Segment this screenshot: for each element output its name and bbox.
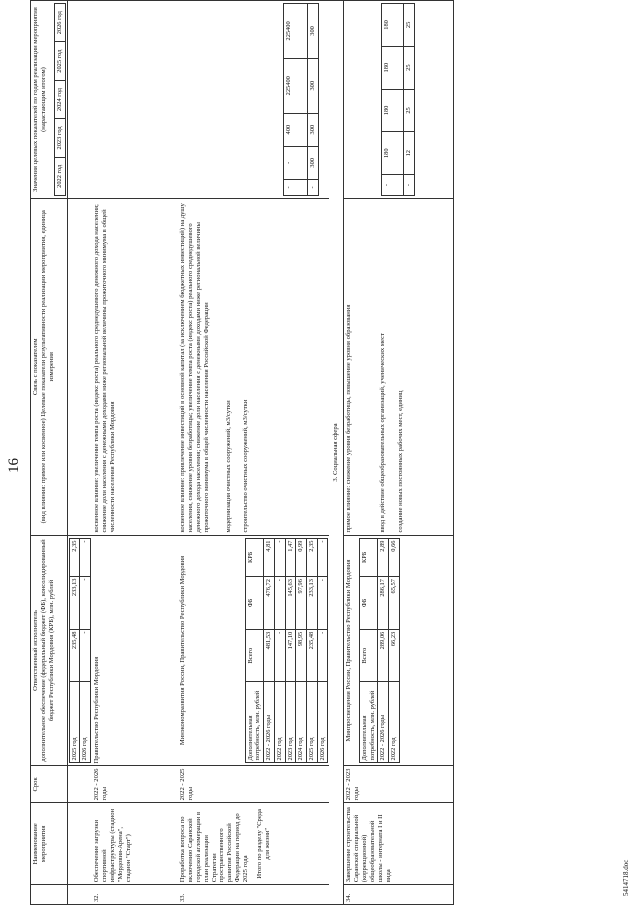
- row-values: [178, 1, 329, 199]
- table-row-33: [178, 1, 329, 905]
- row-number: 33.: [178, 885, 329, 905]
- total-label: Итого по разделу "Среда для жизни": [256, 809, 271, 879]
- row-link: косвенное влияние: увеличение темпа роста (индекс роста) реального среднедушевого денежного дохода населения; снижение доли населения с денежными доходами ниже региональной величины прожиточного минимума в общей численности населения Республики Мордовия: [92, 199, 178, 536]
- row-name: Обеспечение загрузки спортивной инфраструктуры (стадион "Мордовия-Арена", стадион "Старт"): [92, 803, 178, 885]
- row-name: Проработка вопроса по включению Саранской городской агломерации в план реализации Стратегии пространственного развития Российской Федерации на период до 2025 года Итого по разделу "Среда для жизни": [178, 803, 329, 885]
- values-table: - 180 180 180 180 - 12 25 25 25: [381, 3, 415, 196]
- table-row-32: [92, 1, 178, 905]
- header-executor: Ответственный исполнитель дополнительное обеспечение (федеральный бюджет (ФБ), консолидированный бюджет Республики Мордовия (КРБ), млн. рублей: [31, 535, 68, 766]
- header-term: Срок: [31, 766, 68, 803]
- section-title: 3. Социальная сфера: [329, 1, 343, 905]
- header-targets: Значения целевых показателей по годам реализации мероприятия (нарастающим итогом) 2022 год 2023 год 2024 год 2025 год 2026 год: [31, 1, 68, 199]
- row-values: [344, 1, 454, 199]
- page-number: 16: [6, 458, 22, 473]
- row-executor: Минэкономразвития России, Правительство Республики Мордовия Дополнительная потребность, млн. рублей Всего ФБ КРБ 2022 - 2026 годы 481,53 476,72 4,81 2022 год - - - 2023 год 147,10 145,63 1,47 2024 год 98,95 97,96 0,99 2025 год 235,48 233,13 2,35 2026 год - - -: [178, 535, 329, 766]
- header-row: [31, 1, 68, 905]
- row-name: Завершение строительства Саранской специальной (коррекционной) общеобразовательной школы - интерната I и II вида: [344, 803, 454, 885]
- section-row: [329, 1, 343, 905]
- row-number: 32.: [92, 885, 178, 905]
- years-header: 2022 год 2023 год 2024 год 2025 год 2026 год: [54, 3, 66, 196]
- main-table: [30, 0, 454, 905]
- row-term: 2022 - 2026 годы: [92, 766, 178, 803]
- funding-table: Дополнительная потребность, млн. рублей Всего ФБ КРБ 2022 - 2026 годы 289,06 286,17 2,89 2022 год 66,23 65,57 0,66: [359, 538, 400, 764]
- row-link: косвенное влияние: привлечение инвестиций в основной капитал (за исключением бюджетных инвестиций) на душу населения, снижение уровня безработицы; увеличение темпа роста (индекс роста) реального среднедушевого денежного дохода населения; снижение доли населения с денежными доходами ниже региональной величины прожиточного минимума в общей численности населения Российской Федерации модернизация очистных сооружений, м3/сутки строительство очистных сооружений, м3/сутки: [178, 199, 329, 536]
- header-link: Связь с показателем (вид влияния: прямое или косвенное) Целевые показатели результативности реализации мероприятия, единица измерения: [31, 199, 68, 536]
- funding-table: Дополнительная потребность, млн. рублей Всего ФБ КРБ 2022 - 2026 годы 481,53 476,72 4,81 2022 год - - - 2023 год 147,10 145,63 1,47 2024 год 98,95 97,96 0,99 2025 год 235,48 233,13 2,35 2026 год - - -: [245, 538, 329, 764]
- row-executor: Правительство Республики Мордовия: [92, 535, 178, 766]
- continuation-row: [67, 1, 92, 905]
- continuation-table: 2025 год 235,48 233,13 2,35 2026 год - - -: [69, 538, 91, 764]
- header-name: Наименование мероприятия: [31, 803, 68, 885]
- row-executor: Минпросвещения России, Правительство Республики Мордовия Дополнительная потребность, млн. рублей Всего ФБ КРБ 2022 - 2026 годы 289,06 286,17 2,89 2022 год 66,23 65,57 0,66: [344, 535, 454, 766]
- row-link: прямое влияние: снижение уровня безработицы, повышение уровня образования ввод в действие общеобразовательных организаций, ученических мест создание новых постоянных рабочих мест, единиц: [344, 199, 454, 536]
- row-term: 2022 - 2025 годы: [178, 766, 329, 803]
- row-number: 34.: [344, 885, 454, 905]
- values-table: - - 400 225400 225400 - 300 300 300 300: [283, 3, 319, 196]
- table-row-34: [344, 1, 454, 905]
- row-term: 2022 - 2023 годы: [344, 766, 454, 803]
- footer-filename: 5414718.doc: [622, 859, 630, 896]
